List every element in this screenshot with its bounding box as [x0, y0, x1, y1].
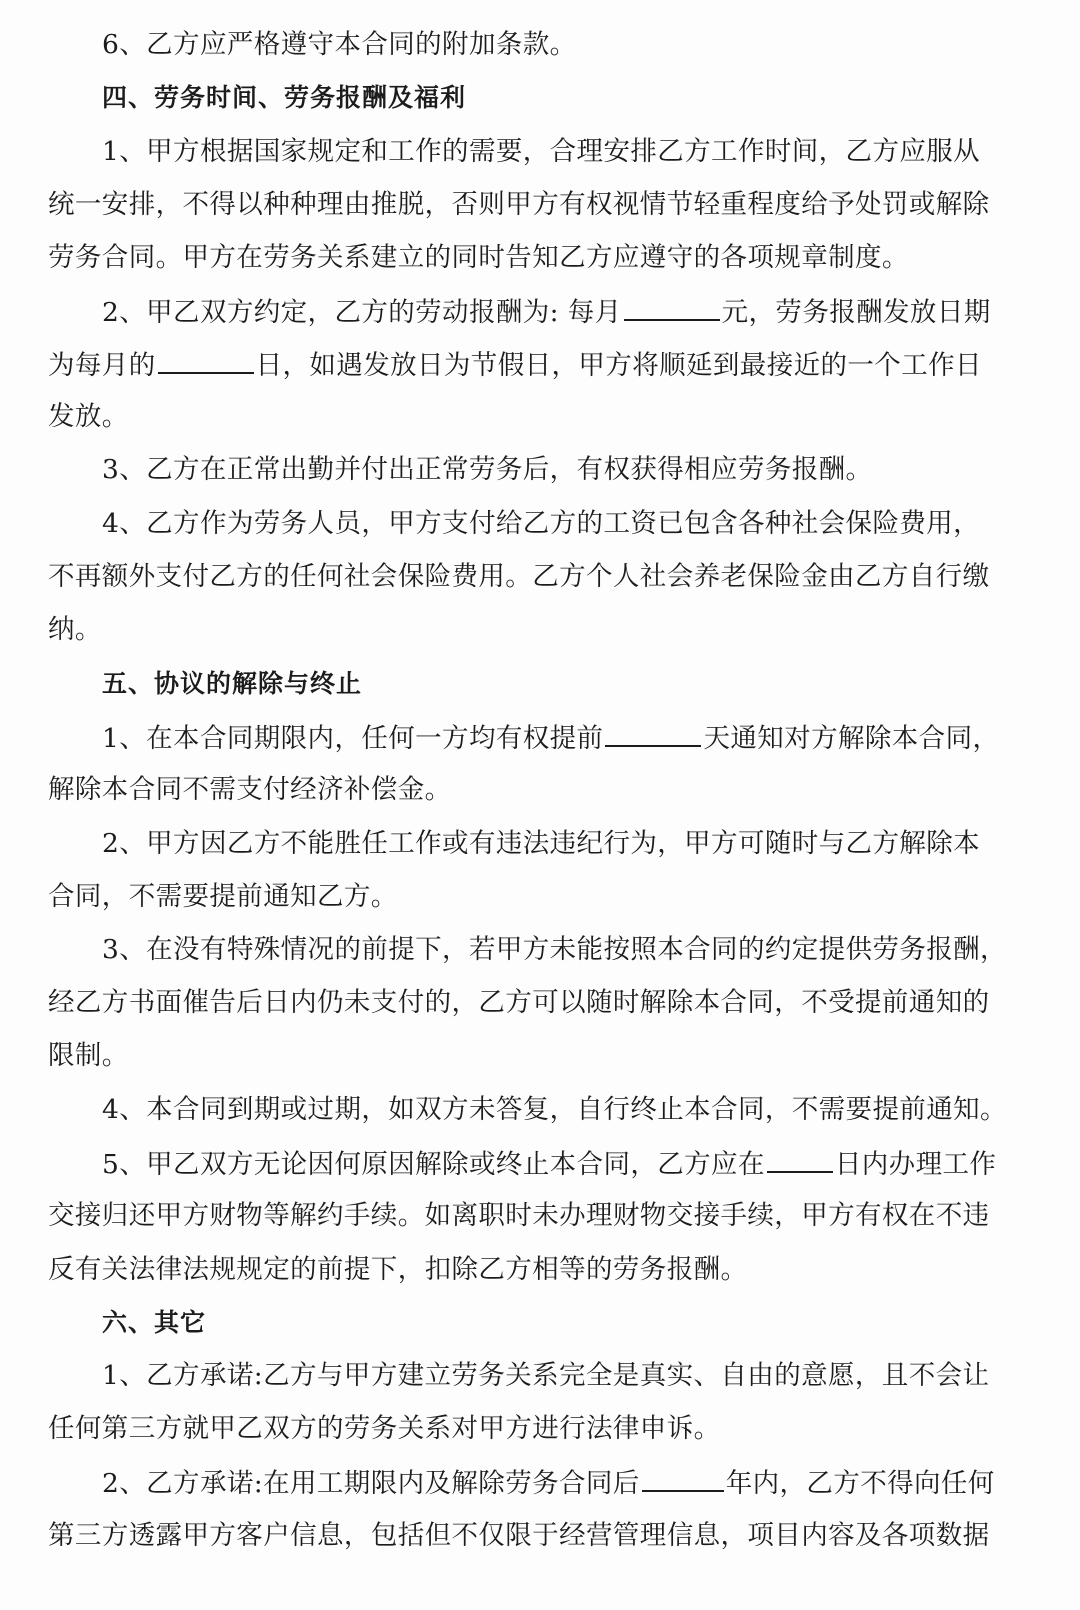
- paragraph-line: [102, 719, 999, 757]
- fill-in-blank: [605, 719, 701, 747]
- text-segment: 日，如遇发放日为节假日，甲方将顺延到最接近的一个工作日: [255, 350, 982, 381]
- text-segment: 元，劳务报酬发放日期: [721, 297, 991, 328]
- paragraph-line: [102, 1145, 996, 1183]
- text-segment: 天通知对方解除本合同，: [703, 723, 1000, 754]
- text-segment: 5、甲乙双方无论因何原因解除或终止本合同，乙方应在: [102, 1149, 765, 1180]
- paragraph-line: 1、甲方根据国家规定和工作的需要，合理安排乙方工作时间，乙方应服从: [102, 136, 981, 167]
- paragraph-line: 3、在没有特殊情况的前提下，若甲方未能按照本合同的约定提供劳务报酬，: [102, 934, 1007, 965]
- paragraph-line: 纳。: [48, 614, 102, 645]
- text-segment: 为每月的: [48, 350, 156, 381]
- fill-in-blank: [624, 293, 720, 321]
- paragraph-line: 4、本合同到期或过期，如双方未答复，自行终止本合同，不需要提前通知。: [102, 1094, 1007, 1125]
- paragraph-line: 解除本合同不需支付经济补偿金。: [48, 774, 452, 805]
- paragraph-line: 交接归还甲方财物等解约手续。如离职时未办理财物交接手续，甲方有权在不违: [48, 1200, 990, 1231]
- paragraph-line: 3、乙方在正常出勤并付出正常劳务后，有权获得相应劳务报酬。: [102, 454, 873, 485]
- clause-6-line: 6、乙方应严格遵守本合同的附加条款。: [102, 29, 577, 60]
- paragraph-line: 2、甲方因乙方不能胜任工作或有违法违纪行为，甲方可随时与乙方解除本: [102, 828, 981, 859]
- paragraph-line: [102, 293, 991, 331]
- section-heading-6: 六、其它: [102, 1308, 207, 1337]
- paragraph-line: 统一安排，不得以种种理由推脱，否则甲方有权视情节轻重程度给予处罚或解除: [48, 189, 990, 220]
- fill-in-blank: [767, 1145, 833, 1173]
- section-heading-5: 五、协议的解除与终止: [102, 669, 363, 698]
- section-heading-4: 四、劳务时间、劳务报酬及福利: [102, 83, 467, 112]
- paragraph-line: 限制。: [48, 1040, 129, 1071]
- paragraph-line: 发放。: [48, 401, 129, 432]
- text-segment: 2、甲乙双方约定，乙方的劳动报酬为: 每月: [102, 297, 622, 328]
- paragraph-line: [48, 346, 982, 384]
- text-segment: 日内办理工作: [834, 1149, 997, 1180]
- paragraph-line: 劳务合同。甲方在劳务关系建立的同时告知乙方应遵守的各项规章制度。: [48, 242, 909, 273]
- fill-in-blank: [642, 1464, 724, 1492]
- text-segment: 2、乙方承诺:在用工期限内及解除劳务合同后: [102, 1468, 640, 1499]
- fill-in-blank: [158, 346, 254, 374]
- paragraph-line: 不再额外支付乙方的任何社会保险费用。乙方个人社会养老保险金由乙方自行缴: [48, 561, 990, 592]
- paragraph-line: 1、乙方承诺:乙方与甲方建立劳务关系完全是真实、自由的意愿，且不会让: [102, 1360, 990, 1391]
- paragraph-line: 反有关法律法规规定的前提下，扣除乙方相等的劳务报酬。: [48, 1254, 748, 1285]
- paragraph-line: 任何第三方就甲乙双方的劳务关系对甲方进行法律申诉。: [48, 1413, 721, 1444]
- text-segment: 1、在本合同期限内，任何一方均有权提前: [102, 723, 604, 754]
- paragraph-line: 合同，不需要提前通知乙方。: [48, 881, 398, 912]
- paragraph-line: 4、乙方作为劳务人员，甲方支付给乙方的工资已包含各种社会保险费用，: [102, 508, 981, 539]
- paragraph-line: [102, 1464, 995, 1502]
- text-segment: 年内，乙方不得向任何: [725, 1468, 995, 1499]
- paragraph-line: 第三方透露甲方客户信息，包括但不仅限于经营管理信息，项目内容及各项数据: [48, 1520, 990, 1551]
- paragraph-line: 经乙方书面催告后日内仍未支付的，乙方可以随时解除本合同，不受提前通知的: [48, 987, 990, 1018]
